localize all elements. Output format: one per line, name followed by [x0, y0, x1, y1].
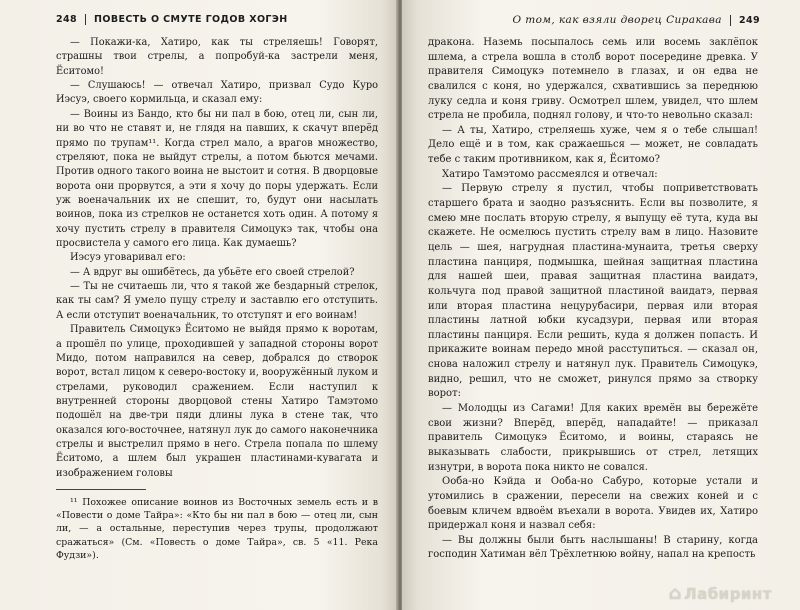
right-page-number: 249 [738, 15, 760, 26]
paragraph: — А ты, Хатиро, стреляешь хуже, чем я о тебе слышал! Дело ещё и в том, как сражаешься — может, не совладать тебе с таким противником, как я, Ёситомо? [428, 124, 758, 166]
left-running-head [56, 14, 372, 25]
paragraph: Хатиро Тамэтомо рассмеялся и отвечал: [442, 168, 658, 180]
left-page [0, 0, 398, 610]
header-divider [85, 14, 86, 25]
right-head-title: О том, как взяли дворец Сиракава [512, 14, 722, 26]
footnote [56, 496, 378, 562]
footnote-rule [56, 489, 146, 490]
watermark-text: Лабиринт [684, 585, 772, 603]
paragraph: — А вдруг вы ошибётесь, да убьёте его своей стрелой? [70, 266, 355, 278]
paragraph: — Воины из Бандо, кто бы ни пал в бою, отец ли, сын ли, ни во что не ставят и, не глядя на павших, к скачут вперёд прямо по трупам¹¹. Когда стрел мало, а врагов множество, стреляют, пока не выйдут стрелы, а потом бьются мечами. Против одного такого воина не выстоит и сотня. В дворцовые ворота они прорвутся, а эти я хочу до поры удержать. Если уж военачальник их не спешит, то, будут они насылать воинов, пока из стрелков не останется хоть один. А потому я хочу пустить стрелу в правителя Симоцукэ так, чтобы она просвистела у самого его лица. Как думаешь? [56, 108, 379, 250]
right-running-head [422, 14, 760, 26]
right-page [402, 0, 800, 610]
paragraph: — Молодцы из Сагами! Для каких времён вы бережёте свои жизни? Вперёд, вперёд, нападайте! — приказал правитель Симоцукэ Ёситомо, и воины, стараясь не выказывать слабости, прикрывшись от стрел, летящих изнутри, в ворота пока никто не совался. [428, 403, 758, 473]
header-divider [730, 15, 731, 26]
footnote-text: ¹¹ Похожее описание воинов из Восточных земель есть и в «Повести о доме Тайра»: «Кто бы ни пал в бою — отец ли, сын ли, — а остальные, переступив через трупы, продолжают сражаться» (См. «Повесть о доме Тайра», св. 5 «11. Река Фудзи»). [56, 497, 378, 561]
paragraph: — Слушаюсь! — отвечал Хатиро, призвал Судо Куро Иэсуэ, своего кормильца, и сказал ему: [56, 80, 378, 106]
paragraph: — Покажи-ка, Хатиро, как ты стреляешь! Говорят, страшны твои стрелы, а попробуй-ка застрели меня, Ёситомо! [56, 37, 378, 77]
labyrinth-logo-icon: ⌂ [668, 583, 683, 604]
paragraph: Иэсуэ уговаривал его: [70, 252, 186, 264]
paragraph: — Ты не считаешь ли, что я такой же бездарный стрелок, как ты сам? Я умело пущу стрелу и заставлю его отступить. А если отступит военачальник, то отступят и его воинам! [56, 281, 378, 321]
paragraph: дракона. Наземь посыпалось семь или восемь заклёпок шлема, а стрела вошла в столб ворот посередине древка. У правителя Симоцукэ потемнело в глазах, и он едва не свалился с коня, но удержался, схватившись за переднюю луку седла и коня гриву. Осмотрел шлем, увидел, что шлем стрела не пробила, поднял голову, и что-то невольно сказал: [428, 37, 758, 122]
paragraph: Правитель Симоцукэ Ёситомо не выйдя прямо к воротам, а прошёл по улице, проходившей у западной стороны ворот Мидо, потом направился на север, добрался до створок ворот, встал лицом к северо-востоку и, вооружённый луком и стрелами, руководил сражением. Если наступил к внутренней стороны дворцовой стены Хатиро Тамэтомо подошёл на две-три пяди длины лука в стене так, что оказался юго-восточнее, натянул лук до самого наконечника стрелы и выстрелил прямо в него. Стрела попала по шлему Ёситомо, а шлем был украшен пластинами-кувагата и изображением головы [56, 324, 378, 479]
watermark [669, 583, 772, 604]
left-page-number: 248 [56, 14, 78, 25]
paragraph: Ооба-но Кэйда и Ооба-но Сабуро, которые устали и утомились в сражении, пересели на свежих коней и с боевым кличем вдвоём въехали в ворота. Увидев их, Хатиро придержал коня и назвал себя: [428, 476, 758, 532]
left-head-title: ПОВЕСТЬ О СМУТЕ ГОДОВ ХОГЭН [94, 14, 288, 25]
paragraph: — Вы должны были быть наслышаны! В старину, когда господин Хатиман вёл Трёхлетнюю войну, напал на крепость [428, 534, 758, 561]
right-body-text [428, 36, 758, 563]
left-body-text [56, 36, 378, 481]
paragraph: — Первую стрелу я пустил, чтобы поприветствовать старшего брата и заодно разъяснить. Если вы позволите, я смею мне послать вторую стрелу, я выпущу её тута, куда вы скажете. Не осмелюсь пустить стрелу вам в лицо. Назовите цель — шея, нагрудная пластина-мунаита, третья сверху пластина панциря, подмышка, шейная защитная пластина для нашей шеи, правая защитная пластина ваидатэ, кольчуга под правой защитной пластиной ваидатэ, первая или вторая пластина нецурубасири, первая или вторая пластины латной юбки кусадзури, первая или вторая пластины панциря. Если решить, куда я должен попасть. И прикажите воинам передо мной расступиться. — сказал он, снова наложил стрелу и натянул лук. Правитель Симоцукэ, видно, решил, что не сможет, ринулся прямо за створку ворот: [428, 183, 758, 400]
